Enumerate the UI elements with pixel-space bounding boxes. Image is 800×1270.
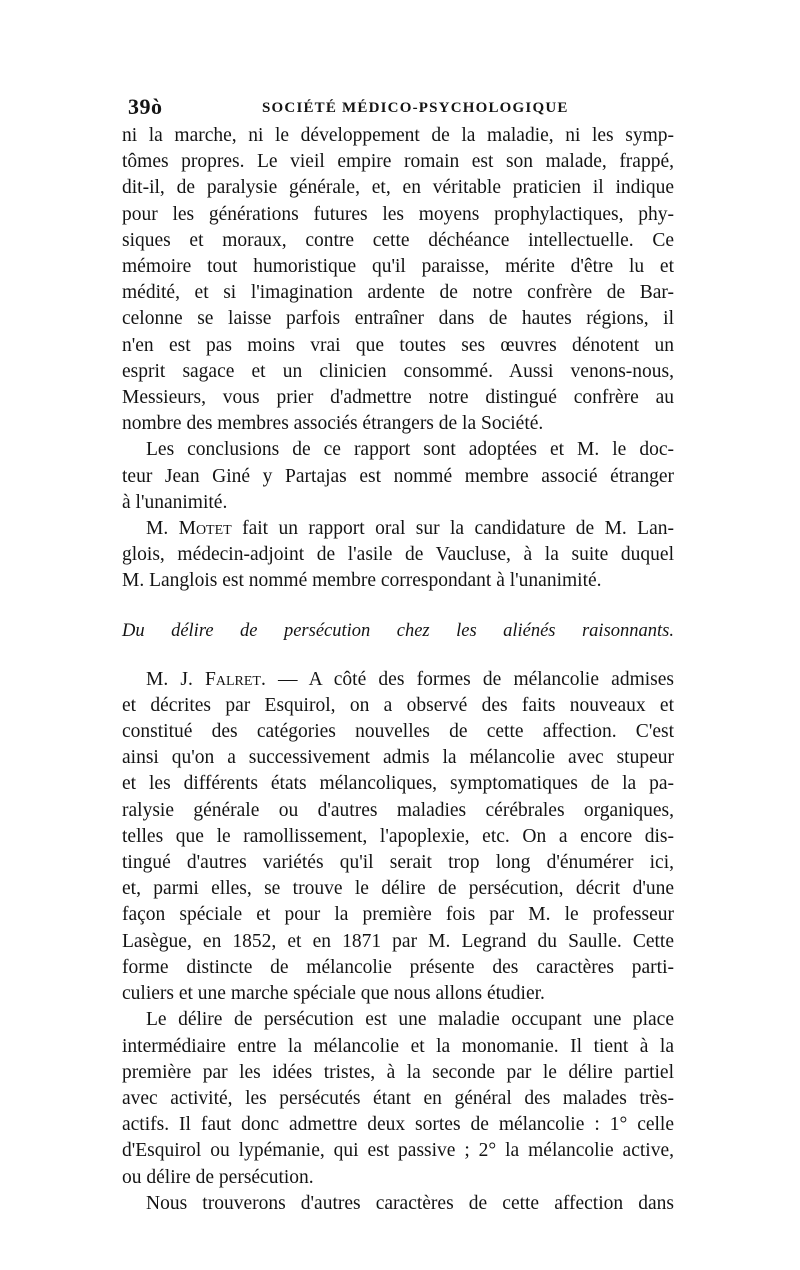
text-line: mémoire tout humoristique qu'il paraisse, mérite d'être lu et [122, 256, 674, 278]
text-line: médité, et si l'imagination ardente de notre confrère de Bar- [122, 282, 674, 304]
paragraph-5 [122, 1007, 674, 1190]
text-line: Lasègue, en 1852, et en 1871 par M. Legrand du Saulle. Cette [122, 930, 674, 952]
text-line: esprit sagace et un clinicien consommé. Aussi venons-nous, [122, 360, 674, 382]
text-line: n'en est pas moins vrai que toutes ses œuvres dénotent un [122, 334, 674, 356]
text-line: intermédiaire entre la mélancolie et la monomanie. Il tient à la [122, 1035, 674, 1057]
paragraph-6 [122, 1191, 674, 1217]
text-line: et les différents états mélancoliques, symptomatiques de la pa- [122, 773, 674, 795]
text-line: Messieurs, vous prier d'admettre notre distingué confrère au [122, 387, 674, 409]
running-title: SOCIÉTÉ MÉDICO-PSYCHOLOGIQUE [262, 100, 569, 116]
text-line: Le délire de persécution est une maladie occupant une place [146, 1009, 674, 1031]
text-line: nombre des membres associés étrangers de la Société. [122, 413, 544, 435]
text-line [122, 516, 674, 542]
text-line: constitué des catégories nouvelles de cette affection. C'est [122, 721, 674, 743]
text-line: telles que le ramollissement, l'apoplexie, etc. On a encore dis- [122, 825, 674, 847]
line-rest: fait un rapport oral sur la candidature de M. Lan- [231, 518, 674, 540]
speaker-prefix: M. J. [146, 668, 206, 690]
text-line: avec activité, les persécutés étant en général des malades très- [122, 1087, 674, 1109]
text-line: dit-il, de paralysie générale, et, en véritable praticien il indique [122, 177, 674, 199]
text-line: celonne se laisse parfois entraîner dans de hautes régions, il [122, 308, 674, 330]
paragraph-4 [122, 667, 674, 1008]
speaker-prefix: M. [146, 518, 179, 540]
paragraph-2 [122, 437, 674, 516]
text-line: M. Langlois est nommé membre correspondant à l'unanimité. [122, 570, 602, 592]
text-line: et, parmi elles, se trouve le délire de persécution, décrit d'une [122, 878, 674, 900]
speaker-name: Motet [178, 518, 232, 540]
text-line: Les conclusions de ce rapport sont adoptées et M. le doc- [146, 439, 674, 461]
text-line: et décrites par Esquirol, on a observé des faits nouveaux et [122, 694, 674, 716]
text-line: ralysie générale ou d'autres maladies cérébrales organiques, [122, 799, 674, 821]
text-line: ou délire de persécution. [122, 1166, 314, 1188]
page-header [122, 94, 677, 124]
page-number: 39ò [128, 94, 163, 119]
text-line: glois, médecin-adjoint de l'asile de Vaucluse, à la suite duquel [122, 544, 674, 566]
text-line: pour les générations futures les moyens prophylactiques, phy- [122, 203, 674, 225]
text-line: d'Esquirol ou lypémanie, qui est passive ; 2° la mélancolie active, [122, 1140, 674, 1162]
paragraph-3 [122, 516, 674, 595]
text-line: tingué d'autres variétés qu'il serait trop long d'énumérer ici, [122, 852, 674, 874]
body-text [122, 123, 674, 1217]
text-line: tômes propres. Le vieil empire romain est son malade, frappé, [122, 151, 674, 173]
text-line: culiers et une marche spéciale que nous allons étudier. [122, 983, 545, 1005]
text-line [122, 667, 674, 693]
text-line: ainsi qu'on a successivement admis la mélancolie avec stupeur [122, 747, 674, 769]
text-line: teur Jean Giné y Partajas est nommé membre associé étranger [122, 465, 674, 487]
text-line: actifs. Il faut donc admettre deux sortes de mélancolie : 1° celle [122, 1114, 674, 1136]
text-line: ni la marche, ni le développement de la maladie, ni les symp- [122, 125, 674, 146]
paragraph-1 [122, 123, 674, 437]
speaker-name: Falret [205, 668, 261, 690]
text-line: façon spéciale et pour la première fois par M. le professeur [122, 904, 674, 926]
section-title: Du délire de persécution chez les aliénés raisonnants. [122, 620, 674, 641]
text-line: à l'unanimité. [122, 491, 228, 513]
line-rest: . — A côté des formes de mélancolie admises [260, 668, 674, 690]
text-line: siques et moraux, contre cette déchéance intellectuelle. Ce [122, 229, 674, 251]
text-line: première par les idées tristes, à la seconde par le délire partiel [122, 1061, 674, 1083]
text-line: Nous trouverons d'autres caractères de cette affection dans [146, 1192, 674, 1214]
text-line: forme distincte de mélancolie présente des caractères parti- [122, 956, 674, 978]
